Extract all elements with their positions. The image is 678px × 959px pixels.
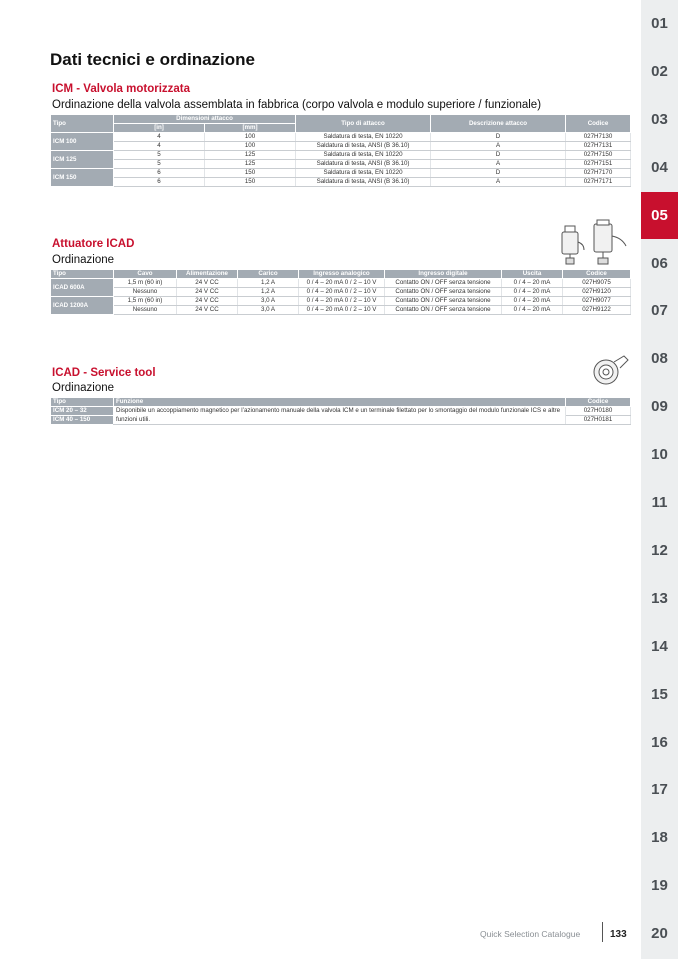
table-cell: 0 / 4 – 20 mA [502,306,563,315]
codice-cell: 027H7170 [566,169,631,178]
mm-cell: 100 [205,142,296,151]
table-row [51,151,631,160]
col-in: [in] [114,124,205,133]
icm-section-title: ICM - Valvola motorizzata [52,83,191,95]
in-cell: 6 [114,169,205,178]
service-funzione-cell: Disponibile un accoppiamento magnetico per l’azionamento manuale della valvola ICM e un terminale filettato per lo smontaggio del modulo funzionale ICS e altre funzioni utili. [114,407,566,425]
table-cell: 24 V CC [177,306,238,315]
attacco-cell: Saldatura di testa, ANSI (B 36.10) [296,178,431,187]
service-table [50,397,631,425]
chapter-tab[interactable]: 13 [651,589,668,607]
chapter-tab[interactable]: 18 [651,829,668,847]
service-section-subtitle: Ordinazione [52,382,115,394]
attacco-cell: Saldatura di testa, EN 10220 [296,133,431,142]
col-descrizione: Descrizione attacco [431,115,566,133]
codice-cell: 027H7130 [566,133,631,142]
table-row [51,297,631,306]
service-section-title: ICAD - Service tool [52,367,156,379]
chapter-tab[interactable]: 11 [651,494,668,511]
in-cell: 4 [114,133,205,142]
table-cell: 027H9075 [563,279,631,288]
table-row [51,142,631,151]
icad-table [50,269,631,315]
page-number: 133 [610,929,627,940]
col-tipo-attacco: Tipo di attacco [296,115,431,133]
service-codice-cell: 027H0180 [566,407,631,416]
column-header: Cavo [114,270,177,279]
column-header: Ingresso analogico [299,270,385,279]
table-row [51,160,631,169]
in-cell: 5 [114,160,205,169]
chapter-tab[interactable]: 17 [651,781,668,799]
chapter-tab[interactable]: 19 [651,877,668,895]
column-header: Alimentazione [177,270,238,279]
attacco-cell: Saldatura di testa, ANSI (B 36.10) [296,160,431,169]
table-cell: 0 / 4 – 20 mA [502,288,563,297]
service-tipo-cell: ICM 20 – 32 [51,407,114,416]
descr-cell: A [431,142,566,151]
table-cell: 24 V CC [177,288,238,297]
table-cell: 0 / 4 – 20 mA [502,279,563,288]
icad-section-subtitle: Ordinazione [52,254,115,266]
table-row [51,279,631,288]
table-row [51,306,631,315]
chapter-tab[interactable]: 12 [651,541,668,559]
chapter-tab[interactable]: 16 [651,733,668,751]
tipo-cell: ICAD 600A [51,279,114,297]
chapter-tab[interactable]: 05 [641,192,678,239]
tipo-cell: ICAD 1200A [51,297,114,315]
tipo-cell: ICM 100 [51,133,114,151]
descr-cell: D [431,133,566,142]
descr-cell: A [431,160,566,169]
in-cell: 6 [114,178,205,187]
table-cell: Contatto ON / OFF senza tensione [385,306,502,315]
descr-cell: A [431,178,566,187]
column-header: Tipo [51,270,114,279]
column-header: Carico [238,270,299,279]
chapter-tab[interactable]: 06 [651,254,668,272]
icm-table [50,114,631,187]
codice-cell: 027H7151 [566,160,631,169]
mm-cell: 125 [205,151,296,160]
chapter-tabs [641,0,678,959]
table-row [51,178,631,187]
page-title: Dati tecnici e ordinazione [50,50,255,69]
table-cell: Contatto ON / OFF senza tensione [385,297,502,306]
tipo-cell: ICM 125 [51,151,114,169]
col-tipo: Tipo [51,115,114,133]
chapter-tab[interactable]: 07 [651,302,668,320]
table-cell: 0 / 4 – 20 mA [502,297,563,306]
table-cell: 0 / 4 – 20 mA 0 / 2 – 10 V [299,306,385,315]
chapter-tab[interactable]: 04 [651,158,668,176]
chapter-tab[interactable]: 09 [651,398,668,416]
table-cell: 1,2 A [238,288,299,297]
attacco-cell: Saldatura di testa, EN 10220 [296,151,431,160]
table-cell: 24 V CC [177,297,238,306]
mm-cell: 150 [205,178,296,187]
col-codice: Codice [566,398,631,407]
table-cell: 1,2 A [238,279,299,288]
table-cell: 027H9120 [563,288,631,297]
col-mm: [mm] [205,124,296,133]
col-tipo: Tipo [51,398,114,407]
column-header: Uscita [502,270,563,279]
chapter-tab[interactable]: 01 [651,15,668,32]
table-cell: 0 / 4 – 20 mA 0 / 2 – 10 V [299,279,385,288]
table-cell: 0 / 4 – 20 mA 0 / 2 – 10 V [299,288,385,297]
mm-cell: 150 [205,169,296,178]
table-row [51,133,631,142]
mm-cell: 100 [205,133,296,142]
service-codice-cell: 027H0181 [566,416,631,425]
table-cell: Nessuno [114,306,177,315]
table-cell: Contatto ON / OFF senza tensione [385,279,502,288]
chapter-tab[interactable]: 10 [651,446,668,464]
icad-actuator-illustration [556,218,632,266]
chapter-tab[interactable]: 02 [651,62,668,80]
table-cell: 3,0 A [238,297,299,306]
icad-section-title: Attuatore ICAD [52,238,135,250]
table-cell: 1,5 m (60 in) [114,297,177,306]
col-codice: Codice [566,115,631,133]
table-cell: 0 / 4 – 20 mA 0 / 2 – 10 V [299,297,385,306]
chapter-tab[interactable]: 15 [651,685,668,703]
attacco-cell: Saldatura di testa, EN 10220 [296,169,431,178]
col-dimensioni: Dimensioni attacco [114,115,296,124]
column-header: Codice [563,270,631,279]
attacco-cell: Saldatura di testa, ANSI (B 36.10) [296,142,431,151]
table-cell: Nessuno [114,288,177,297]
footer-divider [602,922,603,942]
table-cell: Contatto ON / OFF senza tensione [385,288,502,297]
mm-cell: 125 [205,160,296,169]
icm-section-subtitle: Ordinazione della valvola assemblata in fabbrica (corpo valvola e modulo superiore / funzionale) [52,99,542,111]
descr-cell: D [431,151,566,160]
chapter-tab[interactable]: 08 [651,350,668,368]
table-cell: 24 V CC [177,279,238,288]
service-tool-illustration [590,352,630,388]
chapter-tab[interactable]: 03 [651,110,668,128]
chapter-tab[interactable]: 20 [651,925,668,943]
tipo-cell: ICM 150 [51,169,114,187]
column-header: Ingresso digitale [385,270,502,279]
table-cell: 3,0 A [238,306,299,315]
table-cell: 027H9122 [563,306,631,315]
service-tipo-cell: ICM 40 – 150 [51,416,114,425]
codice-cell: 027H7131 [566,142,631,151]
footer-catalogue: Quick Selection Catalogue [480,929,581,939]
col-funzione: Funzione [114,398,566,407]
descr-cell: D [431,169,566,178]
table-cell: 1,5 m (60 in) [114,279,177,288]
table-row [51,288,631,297]
chapter-tab[interactable]: 14 [651,637,668,655]
codice-cell: 027H7150 [566,151,631,160]
table-cell: 027H9077 [563,297,631,306]
table-row [51,169,631,178]
codice-cell: 027H7171 [566,178,631,187]
in-cell: 4 [114,142,205,151]
in-cell: 5 [114,151,205,160]
